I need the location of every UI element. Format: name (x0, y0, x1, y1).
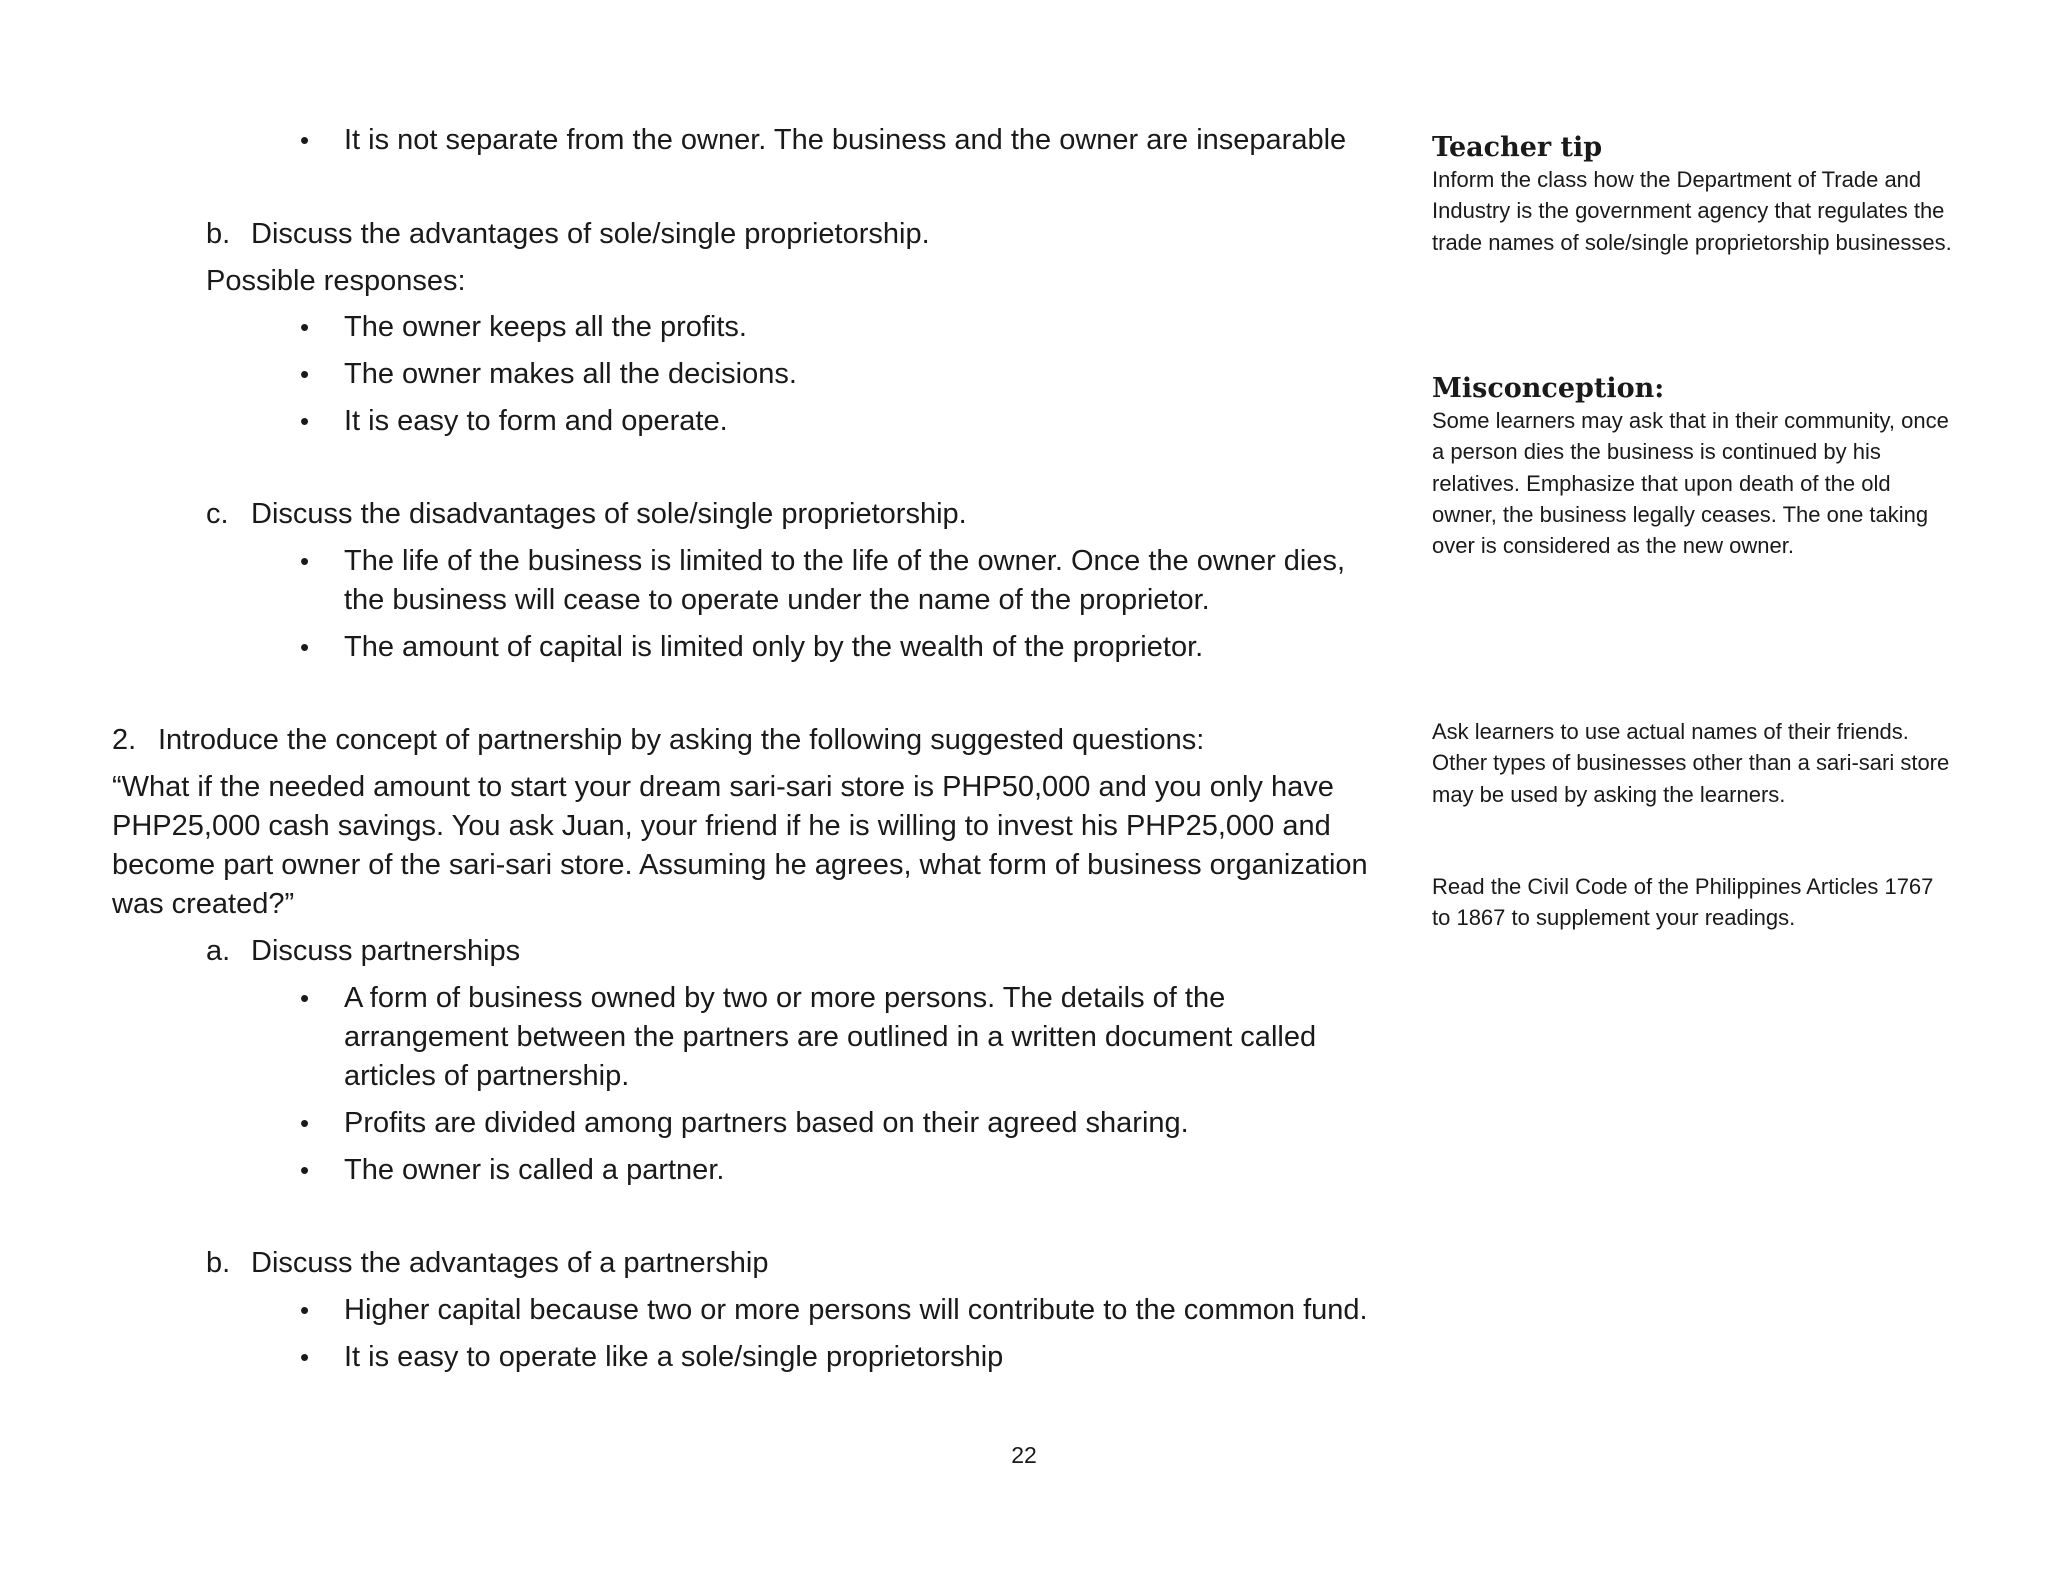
scenario-quote-line: was created?” (112, 888, 295, 920)
bullet: • (300, 632, 310, 662)
list-item: Profits are divided among partners based on their agreed sharing. (344, 1107, 1189, 1139)
teacher-tip-title: Teacher tip (1432, 132, 1603, 163)
list-item: It is easy to form and operate. (344, 405, 728, 437)
list-item: The owner keeps all the profits. (344, 311, 747, 343)
list-item: A form of business owned by two or more persons. The details of the (344, 982, 1226, 1014)
list-item: Higher capital because two or more persons will contribute to the common fund. (344, 1294, 1368, 1326)
bullet: • (300, 312, 310, 342)
sole-advantages-heading: Discuss the advantages of sole/single proprietorship. (251, 218, 930, 250)
partnership-advantages-heading: Discuss the advantages of a partnership (251, 1247, 769, 1279)
list-marker: b. (206, 218, 231, 250)
list-item: It is easy to operate like a sole/single proprietorship (344, 1341, 1004, 1373)
list-item-continuation: articles of partnership. (344, 1060, 630, 1092)
sole-characteristic-item: It is not separate from the owner. The business and the owner are inseparable (344, 124, 1347, 156)
bullet: • (300, 1108, 310, 1138)
list-marker: b. (206, 1247, 231, 1279)
bullet: • (300, 546, 310, 576)
sidebar-note-text: Ask learners to use actual names of their friends. Other types of businesses other than a sari-sari store may be used by asking the learners. (1432, 719, 1950, 807)
list-item: The life of the business is limited to the life of the owner. Once the owner dies, (344, 545, 1346, 577)
partnership-heading: Discuss partnerships (251, 935, 521, 967)
scenario-quote-line: PHP25,000 cash savings. You ask Juan, your friend if he is willing to invest his PHP25,000 and (112, 810, 1331, 842)
list-item: The owner is called a partner. (344, 1154, 725, 1186)
sidebar-note (1432, 716, 1952, 810)
list-marker: a. (206, 935, 231, 967)
bullet: • (300, 359, 310, 389)
possible-responses-label: Possible responses: (206, 265, 466, 297)
list-item-continuation: arrangement between the partners are outlined in a written document called (344, 1021, 1317, 1053)
misconception-text: Some learners may ask that in their community, once a person dies the business is continued by his relatives. Emphasize that upon death of the old owner, the business legally ceases. The one taking over is considered as the new owner. (1432, 408, 1949, 559)
bullet: • (300, 125, 310, 155)
list-item: The amount of capital is limited only by the wealth of the proprietor. (344, 631, 1204, 663)
partnership-intro-heading: Introduce the concept of partnership by asking the following suggested questions: (158, 724, 1205, 756)
sidebar-note (1432, 871, 1952, 934)
page-number: 22 (1011, 1442, 1037, 1468)
sole-disadvantages-heading: Discuss the disadvantages of sole/single proprietorship. (251, 498, 967, 530)
scenario-quote-line: become part owner of the sari-sari store. Assuming he agrees, what form of business organization (112, 849, 1368, 881)
list-item-continuation: the business will cease to operate under the name of the proprietor. (344, 584, 1210, 616)
list-marker: c. (206, 498, 229, 530)
teacher-tip-box (1432, 132, 1952, 258)
sidebar-note-text: Read the Civil Code of the Philippines Articles 1767 to 1867 to supplement your readings. (1432, 874, 1934, 931)
bullet: • (300, 1155, 310, 1185)
scenario-quote-line: “What if the needed amount to start your dream sari-sari store is PHP50,000 and you only have (112, 771, 1334, 803)
misconception-box (1432, 373, 1952, 561)
bullet: • (300, 1295, 310, 1325)
step-number: 2. (112, 724, 137, 756)
misconception-title: Misconception: (1432, 373, 1665, 404)
list-item: The owner makes all the decisions. (344, 358, 797, 390)
bullet: • (300, 406, 310, 436)
bullet: • (300, 983, 310, 1013)
bullet: • (300, 1342, 310, 1372)
teacher-tip-text: Inform the class how the Department of Trade and Industry is the government agency that regulates the trade names of sole/single proprietorship businesses. (1432, 167, 1952, 255)
